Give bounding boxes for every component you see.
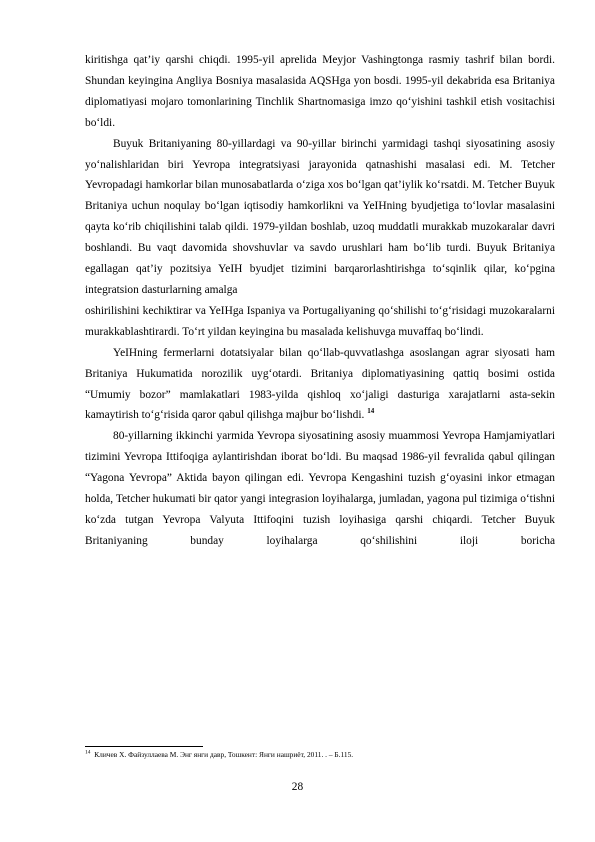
- paragraph-4-text: YeIHning fermerlarni dotatsiyalar bilan qo‘llab-quvvatlashga asoslangan agrar siyosati ham Britaniya Hukumatida norozilik uyg‘otardi. Britaniya diplomatiyasining qattiq bosimi ostida “Umumiy bozor” mamlakatlari 1983-yilda qishloq xo‘jaligi dasturiga xarajatlarni asta-sekin kamaytirish to‘g‘risida qaror qabul qilishga majbur bo‘lishdi.: [85, 346, 555, 422]
- paragraph-1: kiritishga qat’iy qarshi chiqdi. 1995-yil aprelida Meyjor Vashingtonga rasmiy tashrif bilan bordi. Shundan keyingina Angliya Bosniya masalasida AQSHga yon bosdi. 1995-yil dekabrida esa Britaniya diplomatiyasi mojaro tomonlarining Tinchlik Shartnomasiga imzo qo‘yishini tashkil etish vositachisi bo‘ldi.: [85, 54, 555, 129]
- footnote-text: Кличев Х. Файзуллаева М. Энг янги давр, Тошкент: Янги нашриёт, 2011. . – Б.115.: [94, 750, 354, 759]
- footnote: [85, 749, 555, 760]
- paragraph-5: 80-yillarning ikkinchi yarmida Yevropa siyosatining asosiy muammosi Yevropa Hamjamiyatlari tizimini Yevropa Ittifoqiga aylantirishdan iborat bo‘ldi. Bu maqsad 1986-yil fevralida qabul qilingan “Yagona Yevropa” Aktida bayon qilingan edi. Yevropa Kengashini tuzish g‘oyasini inkor etmagan holda, Tetcher hukumati bir qator yangi integrasion loyihalarga, jumladan, yagona pul tizimiga o‘tishni ko‘zda tutgan Yevropa Valyuta Ittifoqini tuzish loyihasiga qarshi chiqardi. Tetcher Buyuk Britaniyaning bunday loyihalarga qo‘shilishini iloji boricha: [85, 430, 555, 547]
- body-text: [85, 50, 555, 552]
- footnote-reference[interactable]: 14: [367, 407, 375, 416]
- footnote-divider: [85, 746, 203, 747]
- paragraph-4: [85, 343, 555, 427]
- page-number: 28: [291, 781, 304, 793]
- paragraph-2: Buyuk Britaniyaning 80-yillardagi va 90-yillar birinchi yarmidagi tashqi siyosatining asosiy yo‘nalishlaridan biri Yevropa integratsiyasi jarayonida qatnashishi masalasi edi. M. Tetcher Yevropadagi hamkorlar bilan munosabatlarda o‘ziga xos bo‘lgan qat’iylik ko‘rsatdi. M. Tetcher Buyuk Britaniya uchun noqulay bo‘lgan iqtisodiy hamkorlikni va YeIHning byudjetiga to‘lovlar masalasini qayta ko‘rib chiqilishini talab qildi. 1979-yildan boshlab, uzoq muddatli murakkab muzokaralar davri boshlandi. Bu vaqt davomida shovshuvlar va savdo urushlari ham bo‘lib turdi. Buyuk Britaniya egallagan qat’iy pozitsiya YeIH byudjet tizimini barqarorlashtirishga to‘sqinlik qilar, ko‘pgina integratsion dasturlarning amalga: [85, 137, 555, 296]
- footnote-number: 14: [85, 749, 91, 756]
- paragraph-3: oshirilishini kechiktirar va YeIHga Ispaniya va Portugaliyaning qo‘shilishi to‘g‘risidagi muzokaralarni murakkablashtirardi. To‘rt yildan keyingina bu masalada kelishuvga muvaffaq bo‘lindi.: [85, 304, 555, 338]
